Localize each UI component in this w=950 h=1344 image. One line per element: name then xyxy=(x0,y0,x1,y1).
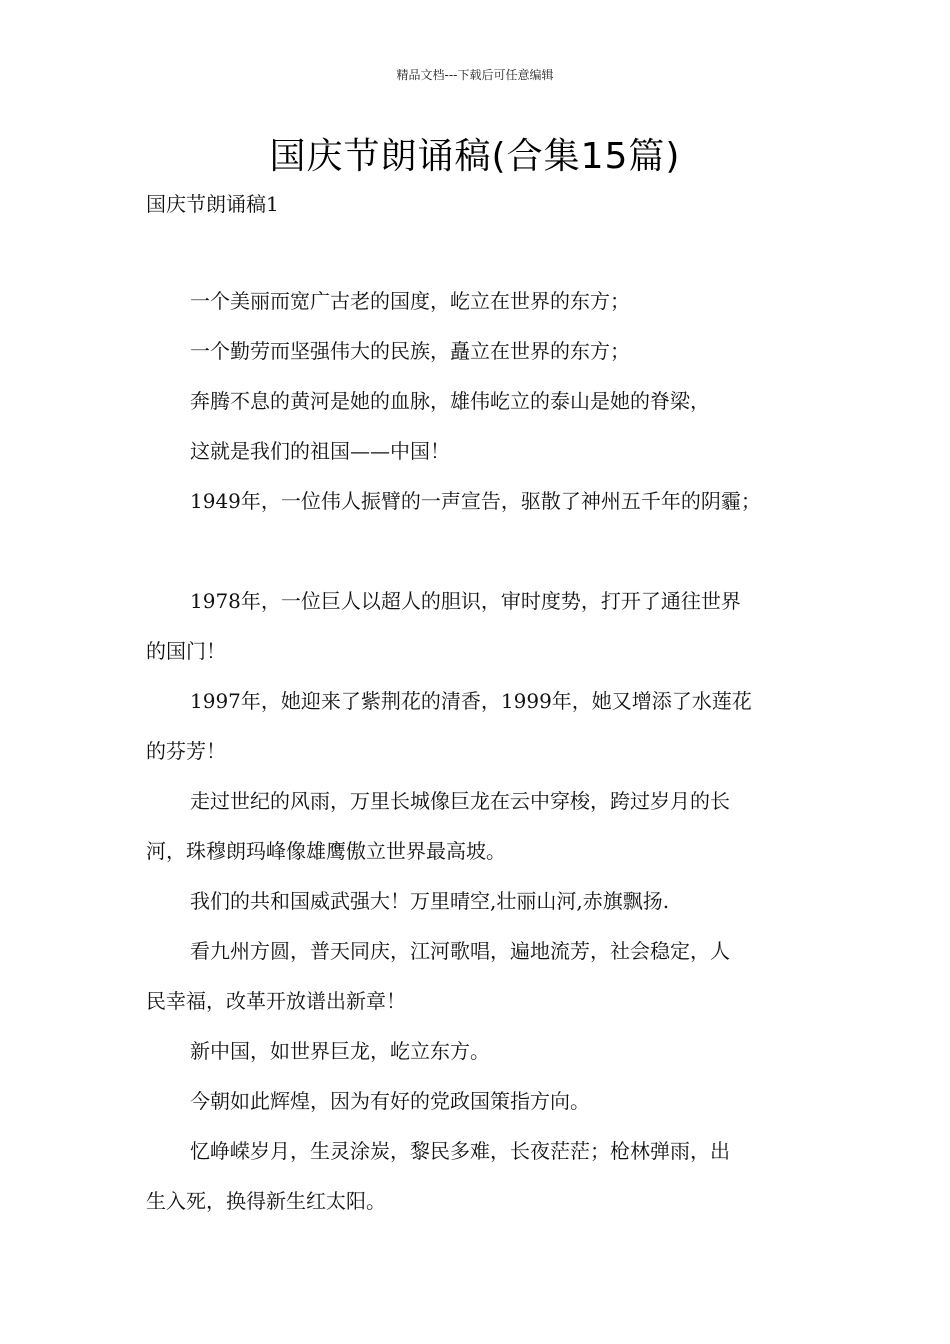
paragraph-line: 民幸福，改革开放谱出新章！ xyxy=(146,989,406,1013)
paragraph-line: 我们的共和国威武强大！万里晴空,壮丽山河,赤旗飘扬. xyxy=(190,889,670,913)
paragraph-line: 1978年，一位巨人以超人的胆识，审时度势，打开了通往世界 xyxy=(190,589,741,613)
paragraph-line: 河，珠穆朗玛峰像雄鹰傲立世界最高坡。 xyxy=(146,839,506,863)
document-title: 国庆节朗诵稿(合集15篇) xyxy=(269,136,681,177)
paragraph-line: 一个美丽而宽广古老的国度，屹立在世界的东方； xyxy=(190,289,630,313)
paragraph-line: 今朝如此辉煌，因为有好的党政国策指方向。 xyxy=(190,1089,590,1113)
paragraph-line: 1997年，她迎来了紫荆花的清香，1999年，她又增添了水莲花 xyxy=(190,689,752,713)
paragraph-line: 1949年，一位伟人振臂的一声宣告，驱散了神州五千年的阴霾； xyxy=(190,489,761,513)
paragraph-line: 忆峥嵘岁月，生灵涂炭，黎民多难，长夜茫茫；枪林弹雨，出 xyxy=(190,1139,730,1163)
paragraph-line: 走过世纪的风雨，万里长城像巨龙在云中穿梭，跨过岁月的长 xyxy=(190,789,730,813)
paragraph-line: 的国门！ xyxy=(146,639,226,663)
section-heading: 国庆节朗诵稿1 xyxy=(146,192,279,216)
paragraph-line: 奔腾不息的黄河是她的血脉，雄伟屹立的泰山是她的脊梁， xyxy=(190,389,710,413)
header-note: 精品文档---下载后可任意编辑 xyxy=(396,68,554,82)
paragraph-line: 新中国，如世界巨龙，屹立东方。 xyxy=(190,1039,490,1063)
paragraph-line: 的芬芳！ xyxy=(146,739,226,763)
paragraph-line: 生入死，换得新生红太阳。 xyxy=(146,1189,386,1213)
paragraph-line: 一个勤劳而坚强伟大的民族，矗立在世界的东方； xyxy=(190,339,630,363)
paragraph-line: 这就是我们的祖国——中国！ xyxy=(190,439,450,463)
paragraph-line: 看九州方圆，普天同庆，江河歌唱，遍地流芳，社会稳定，人 xyxy=(190,939,730,963)
